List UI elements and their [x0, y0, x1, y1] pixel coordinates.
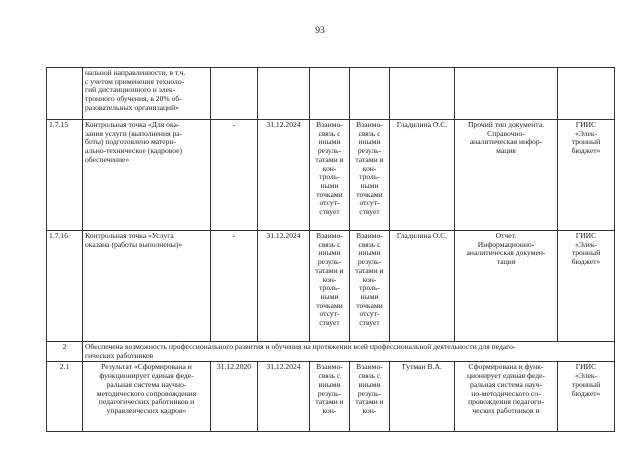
row-number-cell: 2	[47, 342, 83, 362]
start-date-cell: -	[211, 231, 258, 342]
result-name-cell: Результат «Сформирована и функционирует единая феде- ральная система научно- методического сопровождения педагогических работников и управленческих кадров»	[83, 362, 211, 432]
result-name-cell: нальной направленности, в т.ч. с учетом применения техноло- гий дистанционного и элек- тронного обучения, в 20% об- разовательных организаций»	[83, 68, 211, 120]
predecessor-cell: Взаимо- связь с иными резуль- татами и кон- троль- ными точками отсут- ствует	[310, 120, 350, 231]
result-name-cell: Контрольная точка «Для ока- зания услуги (выполнения ра- боты) подготовлено матери- ально-техническое (кадровое) обеспечение»	[83, 120, 211, 231]
row-number-cell: 1.7.16	[47, 231, 83, 342]
info-system-cell: ГИИС «Элек- тронный бюджет»	[558, 231, 615, 342]
responsible-cell: Гладилина О.С.	[390, 120, 455, 231]
start-date-cell	[211, 68, 258, 120]
predecessor-cell: Взаимо- связь с иными резуль- татами и кон-	[310, 362, 350, 432]
row-number-cell	[47, 68, 83, 120]
successor-cell: Взаимо- связь с иными резуль- татами и кон- троль- ными точками отсут- ствует	[350, 231, 390, 342]
responsible-cell: Гладилина О.С.	[390, 231, 455, 342]
table-row	[47, 68, 615, 120]
start-date-cell: 31.12.2020	[211, 362, 258, 432]
predecessor-cell: Взаимо- связь с иными резуль- татами и кон- троль- ными точками отсут- ствует	[310, 231, 350, 342]
table-row	[47, 342, 615, 362]
info-system-cell: ГИИС «Элек- тронный бюджет»	[558, 362, 615, 432]
end-date-cell: 31.12.2024	[258, 120, 310, 231]
table-row	[47, 120, 615, 231]
section-title-cell: Обеспечена возможность профессионального развития и обучения на протяжении всей профессиональной деятельности для педаго- гических работников	[83, 342, 615, 362]
info-system-cell: ГИИС «Элек- тронный бюджет»	[558, 120, 615, 231]
row-number-cell: 1.7.15	[47, 120, 83, 231]
successor-cell	[350, 68, 390, 120]
document-type-cell	[455, 68, 558, 120]
row-number-cell: 2.1	[47, 362, 83, 432]
table-row	[47, 231, 615, 342]
end-date-cell	[258, 68, 310, 120]
page-number: 93	[315, 26, 325, 36]
successor-cell: Взаимо- связь с иными резуль- татами и кон-	[350, 362, 390, 432]
info-system-cell	[558, 68, 615, 120]
end-date-cell: 31.12.2024	[258, 362, 310, 432]
successor-cell: Взаимо- связь с иными резуль- татами и кон- троль- ными точками отсут- ствует	[350, 120, 390, 231]
document-table	[46, 67, 615, 432]
document-type-cell: Прочий тип документа. Справочно- аналитическая инфор- мация	[455, 120, 558, 231]
document-type-cell: Отчет. Информационно- аналитическая докумен- тация	[455, 231, 558, 342]
end-date-cell: 31.12.2024	[258, 231, 310, 342]
table-row	[47, 362, 615, 432]
start-date-cell: -	[211, 120, 258, 231]
result-name-cell: Контрольная точка «Услуга оказана (работы выполнены)»	[83, 231, 211, 342]
responsible-cell: Гутман В.А.	[390, 362, 455, 432]
predecessor-cell	[310, 68, 350, 120]
document-type-cell: Сформирована и функ- ционирует единая феде- ральная система науч- но-методического со- провождения педагоги- ческих работников и	[455, 362, 558, 432]
responsible-cell	[390, 68, 455, 120]
